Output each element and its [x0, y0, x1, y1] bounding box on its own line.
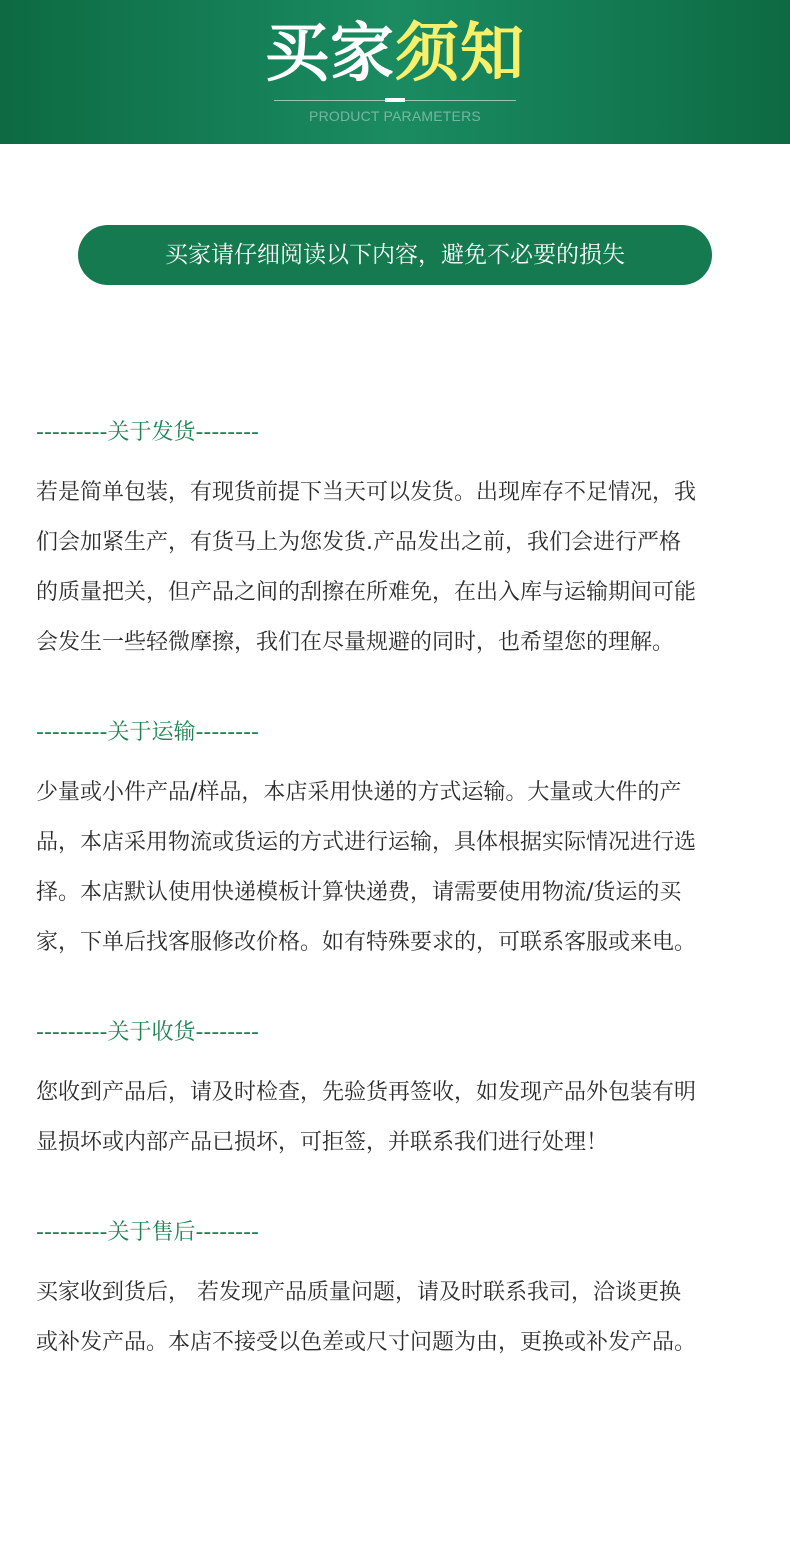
- body-line: 们会加紧生产，有货马上为您发货.产品发出之前，我们会进行严格: [36, 530, 681, 555]
- section-body: [36, 768, 761, 968]
- title-part-yellow: 须知: [395, 17, 525, 91]
- header-banner: [0, 0, 790, 144]
- section-title: ---------关于运输--------: [36, 720, 259, 745]
- section-title: ---------关于售后--------: [36, 1220, 259, 1245]
- section-receiving: [36, 1018, 761, 1168]
- section-title: ---------关于发货--------: [36, 420, 259, 445]
- body-line: 择。本店默认使用快递模板计算快递费，请需要使用物流/货运的买: [36, 880, 682, 905]
- body-line: 或补发产品。本店不接受以色差或尺寸问题为由，更换或补发产品。: [36, 1330, 697, 1355]
- body-line: 的质量把关，但产品之间的刮擦在所难免，在出入库与运输期间可能: [36, 580, 697, 605]
- section-body: [36, 468, 761, 668]
- body-line: 买家收到货后， 若发现产品质量问题，请及时联系我司，洽谈更换: [36, 1280, 681, 1305]
- notice-banner: 买家请仔细阅读以下内容，避免不必要的损失: [78, 225, 712, 285]
- title-divider-accent: [385, 98, 405, 102]
- body-line: 显损坏或内部产品已损坏，可拒签，并联系我们进行处理！: [36, 1130, 609, 1155]
- body-line: 您收到产品后，请及时检查，先验货再签收，如发现产品外包装有明: [36, 1080, 697, 1105]
- body-line: 品，本店采用物流或货运的方式进行运输，具体根据实际情况进行选: [36, 830, 697, 855]
- body-line: 会发生一些轻微摩擦，我们在尽量规避的同时，也希望您的理解。: [36, 630, 675, 655]
- page-subtitle: PRODUCT PARAMETERS: [309, 108, 481, 124]
- title-part-white: 买家: [265, 17, 395, 91]
- section-after-sales: [36, 1218, 761, 1368]
- page-title: [0, 14, 790, 94]
- section-body: [36, 1268, 761, 1368]
- body-line: 若是简单包装，有现货前提下当天可以发货。出现库存不足情况，我: [36, 480, 697, 505]
- section-shipping: [36, 418, 761, 668]
- body-line: 少量或小件产品/样品，本店采用快递的方式运输。大量或大件的产: [36, 780, 682, 805]
- body-line: 家，下单后找客服修改价格。如有特殊要求的，可联系客服或来电。: [36, 930, 697, 955]
- section-body: [36, 1068, 761, 1168]
- section-title: ---------关于收货--------: [36, 1020, 259, 1045]
- section-transport: [36, 718, 761, 968]
